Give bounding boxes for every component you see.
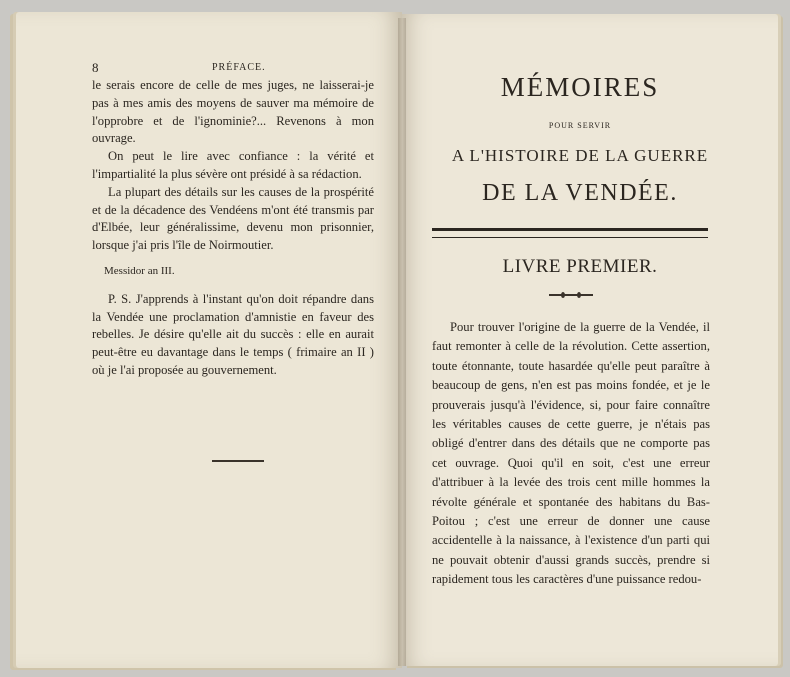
left-page-body	[92, 77, 374, 380]
book-title: MÉMOIRES	[500, 72, 660, 102]
paragraph: On peut le lire avec confiance : la vérité et l'impartialité la plus sévère ont présidé à sa rédaction.	[92, 149, 374, 181]
running-head: PRÉFACE.	[212, 62, 266, 73]
page-number: 8	[92, 60, 99, 75]
book-spine	[398, 18, 406, 666]
paragraph: le serais encore de celle de mes juges, ne laisserai-je pas à mes amis des moyens de sauver ma mémoire de l'opprobre et de l'ignominie?... Revenons à mon ouvrage.	[92, 78, 374, 146]
left-page-header	[92, 60, 372, 76]
subtitle-medium: A L'HISTOIRE DE LA GUERRE	[451, 146, 709, 165]
postscript: P. S. J'apprends à l'instant qu'on doit répandre dans la Vendée une proclamation d'amnistie en faveur des rebelles. Je désire qu'elle ait du succès : elle en aurait peut-être eu davantage dans le temps ( frimaire an II ) où je l'ai proposée au gouvernement.	[92, 291, 374, 377]
end-rule	[212, 460, 264, 462]
paragraph: Pour trouver l'origine de la guerre de la Vendée, il faut remonter à celle de la révolution. Cette assertion, toute étonnante, toute hasardée qu'elle peut paraître à beaucoup de gens, n'en est pas moins fondée, et je le prouverais jusqu'à l'évidence, si, pour faire connaître les véritables causes de cette guerre, je n'étais pas obligé d'entrer dans des détails que ne comporte pas cet ouvrage. Quoi qu'il en soit, c'est une erreur d'attribuer à la levée des trois cent mille hommes la révolte générale et spontanée des habitans du Bas-Poitou ; c'est une erreur de donner une cause accidentelle à la naissance, à l'existence d'un parti qui ne pouvait obtenir d'aussi grands succès, prendre si rapidement tous les caractères d'une puissance redou-	[432, 320, 710, 587]
ornament-divider	[549, 294, 593, 296]
signature-date: Messidor an III.	[104, 264, 175, 277]
right-page-body	[432, 318, 710, 590]
title-divider	[432, 228, 708, 238]
chapter-title: LIVRE PREMIER.	[502, 256, 658, 277]
subtitle-small: POUR SERVIR	[548, 121, 612, 130]
subtitle-large: DE LA VENDÉE.	[482, 180, 678, 206]
paragraph: La plupart des détails sur les causes de la prospérité et de la décadence des Vendéens m'ont été transmis par d'Elbée, leur généralissime, devenu mon prisonnier, lorsque j'ai pris l'île de Noirmoutier.	[92, 184, 374, 253]
